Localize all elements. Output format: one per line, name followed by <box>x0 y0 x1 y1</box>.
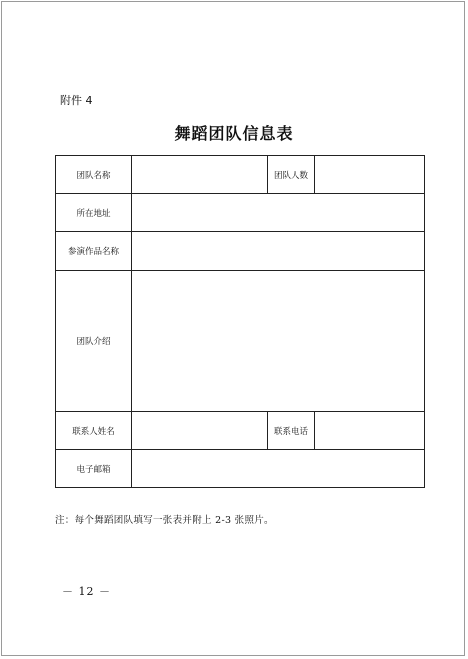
attachment-label: 附件 4 <box>60 94 93 107</box>
contact-name-label: 联系人姓名 <box>56 412 132 450</box>
team-intro-label: 团队介绍 <box>56 271 132 412</box>
team-info-table <box>55 155 425 488</box>
table-row-team-intro <box>56 271 425 412</box>
work-name-label: 参演作品名称 <box>56 232 132 271</box>
table-row-contact <box>56 412 425 450</box>
address-label: 所在地址 <box>56 194 132 232</box>
email-label: 电子邮箱 <box>56 450 132 488</box>
contact-phone-label: 联系电话 <box>268 412 315 450</box>
document-title: 舞蹈团队信息表 <box>174 124 294 143</box>
table-row-team-name <box>56 156 425 194</box>
contact-phone-field[interactable] <box>315 412 425 450</box>
address-field[interactable] <box>132 194 425 232</box>
team-intro-field[interactable] <box>132 271 425 412</box>
email-field[interactable] <box>132 450 425 488</box>
team-name-field[interactable] <box>132 156 268 194</box>
note-text: 注：每个舞蹈团队填写一张表并附上 2-3 张照片。 <box>55 515 274 526</box>
team-size-label: 团队人数 <box>268 156 315 194</box>
table-row-work-name <box>56 232 425 271</box>
page-number: － 12 － <box>62 585 111 598</box>
work-name-field[interactable] <box>132 232 425 271</box>
team-size-field[interactable] <box>315 156 425 194</box>
contact-name-field[interactable] <box>132 412 268 450</box>
table-row-email <box>56 450 425 488</box>
team-name-label: 团队名称 <box>56 156 132 194</box>
table-row-address <box>56 194 425 232</box>
